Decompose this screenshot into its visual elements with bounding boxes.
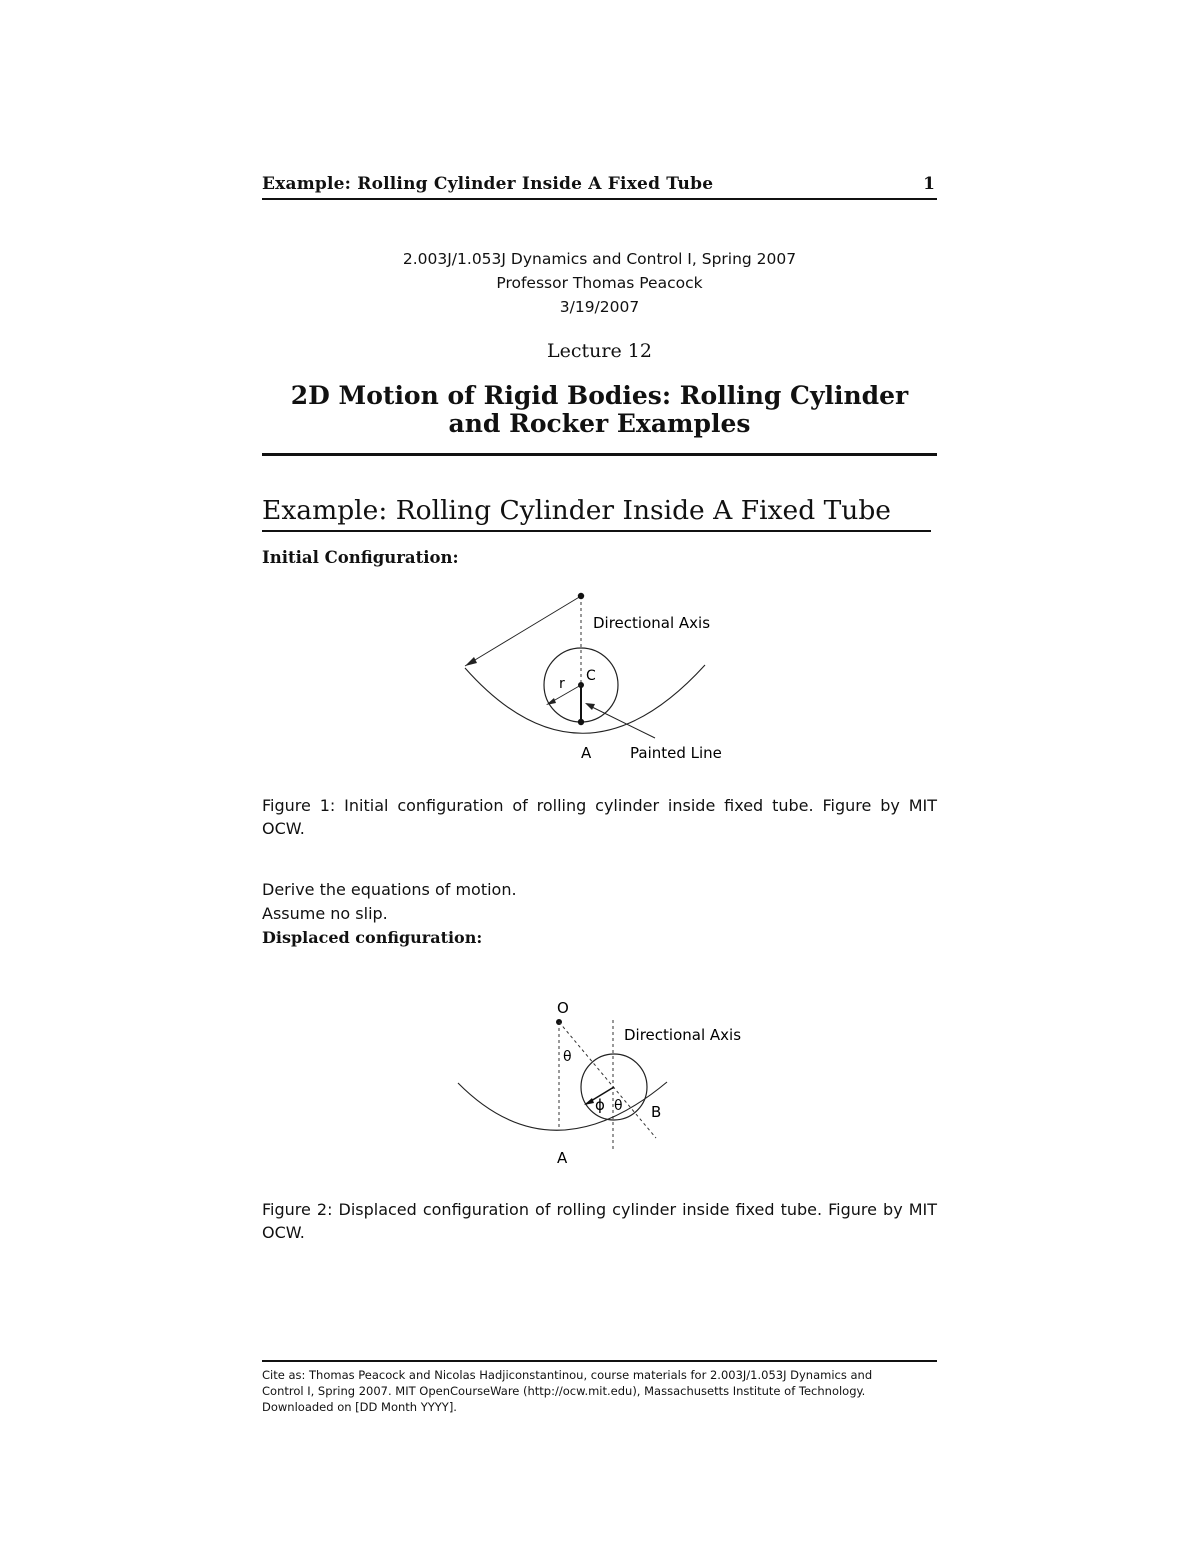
title-rule [262, 453, 937, 456]
displaced-configuration-label: Displaced configuration: [262, 928, 483, 947]
citation-line1: Cite as: Thomas Peacock and Nicolas Hadjiconstantinou, course materials for 2.003J/1.053J Dynamics and [262, 1368, 873, 1382]
tube-radius-line [465, 596, 581, 666]
initial-configuration-label: Initial Configuration: [262, 548, 459, 567]
fig1-painted-line-label: Painted Line [630, 744, 722, 762]
figure-1-caption: Figure 1: Initial configuration of rolling cylinder inside fixed tube. Figure by MIT OCW. [262, 796, 937, 838]
fig2-theta-left-label: θ [563, 1049, 572, 1065]
citation-line2: Control I, Spring 2007. MIT OpenCourseWare (http://ocw.mit.edu), Massachusetts Institute of Technology. [262, 1384, 866, 1398]
contact-point-a [578, 719, 584, 725]
citation-line3: Downloaded on [DD Month YYYY]. [262, 1400, 457, 1414]
section-title: Example: Rolling Cylinder Inside A Fixed Tube [262, 495, 931, 532]
citation [262, 1367, 937, 1415]
tube-center-point [578, 593, 584, 599]
document-title-line1: 2D Motion of Rigid Bodies: Rolling Cylinder [290, 381, 909, 410]
fig2-directional-axis-label: Directional Axis [624, 1026, 742, 1044]
painted-line-pointer [588, 705, 655, 738]
document-title [262, 382, 937, 438]
course-line: 2.003J/1.053J Dynamics and Control I, Spring 2007 [402, 250, 797, 268]
tube-arc [465, 665, 705, 733]
fig2-o-label: O [557, 999, 569, 1017]
date-line: 3/19/2007 [559, 298, 640, 316]
fig1-directional-axis-label: Directional Axis [593, 614, 711, 632]
tube-arc [458, 1082, 667, 1130]
fig2-b-label: B [651, 1103, 662, 1121]
running-header-title: Example: Rolling Cylinder Inside A Fixed Tube [262, 174, 714, 194]
painted-line-pointer-arrowhead [585, 703, 595, 710]
fig1-a-label: A [581, 744, 592, 762]
fig1-r-label: r [559, 676, 565, 692]
professor-line: Professor Thomas Peacock [496, 274, 703, 292]
fig1-c-label: C [586, 668, 596, 684]
figure-1-diagram [440, 580, 760, 770]
document-title-line2: and Rocker Examples [448, 409, 751, 438]
fig2-a-label: A [557, 1149, 568, 1167]
assume-instruction: Assume no slip. [262, 904, 388, 923]
page-number: 1 [923, 174, 935, 194]
lecture-number: Lecture 12 [547, 340, 652, 362]
figure-2-caption: Figure 2: Displaced configuration of rolling cylinder inside fixed tube. Figure by MIT OCW. [262, 1200, 937, 1242]
derive-instruction: Derive the equations of motion. [262, 880, 517, 899]
radius-arrowhead [465, 657, 477, 666]
fig2-phi-label: ϕ [595, 1096, 605, 1114]
footer-rule [262, 1360, 937, 1362]
fig2-theta-right-label: θ [614, 1098, 623, 1114]
painted-line-arrowhead [584, 1098, 594, 1105]
running-header [262, 172, 937, 200]
figure-2-diagram [440, 990, 760, 1170]
